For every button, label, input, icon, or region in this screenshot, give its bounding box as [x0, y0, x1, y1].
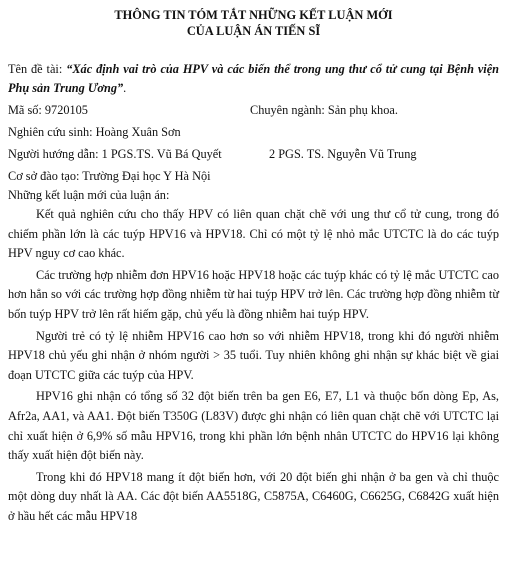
code-major-row: [8, 101, 499, 120]
advisor-2: 2 PGS. TS. Nguyễn Vũ Trung: [269, 147, 417, 161]
researcher: Nghiên cứu sinh: Hoàng Xuân Sơn: [8, 125, 181, 139]
heading-line-1: THÔNG TIN TÓM TẮT NHỮNG KẾT LUẬN MỚI: [114, 8, 393, 22]
advisor-1: Người hướng dẫn: 1 PGS.TS. Vũ Bá Quyết: [8, 147, 222, 161]
major: Chuyên ngành: Sản phụ khoa.: [250, 103, 398, 117]
title-label: Tên đề tài:: [8, 62, 67, 76]
conclusions-label: Những kết luận mới của luận án:: [8, 188, 170, 202]
document-heading: [8, 0, 499, 39]
thesis-title: [8, 60, 499, 98]
paragraph-5: Trong khi đó HPV18 mang ít đột biến hơn, với 20 đột biến ghi nhận ở ba gen và chỉ thuộc một dòng duy nhất là AA. Các đột biến AA5518G, C5875A, C6460G, C6625G, C6842G xuất hiện ở hầu hết các mẫu HPV18: [8, 469, 499, 523]
paragraph-3: Người trẻ có tỷ lệ nhiễm HPV16 cao hơn so với nhiễm HPV18, trong khi đó người nhiễm HPV18 chủ yếu ghi nhận ở nhóm người > 35 tuổi. Tuy nhiên không ghi nhận sự khác biệt về giai đoạn UTCTC giữa các tuýp của HPV.: [8, 328, 499, 382]
paragraph-1: Kết quả nghiên cứu cho thấy HPV có liên quan chặt chẽ với ung thư cổ tử cung, trong đó chiếm phần lớn là các tuýp HPV16 và HPV18. Chỉ có một tỷ lệ nhỏ mắc UTCTC là do các tuýp HPV nguy cơ cao khác.: [8, 207, 499, 261]
code-number: Mã số: 9720105: [8, 103, 88, 117]
paragraph-2: Các trường hợp nhiễm đơn HPV16 hoặc HPV18 hoặc các tuýp khác có tỷ lệ mắc UTCTC cao hơn hẳn so với các trường hợp đồng nhiễm từ hai tuýp HPV trở lên. Các trường hợp đồng nhiễm từ bốn tuýp HPV trở lên rất hiếm gặp, chủ yếu là đồng nhiễm hai tuýp HPV.: [8, 267, 499, 321]
paragraph-4: HPV16 ghi nhận có tổng số 32 đột biến trên ba gen E6, E7, L1 và thuộc bốn dòng Ep, As, Afr2a, AA1, và AA1. Đột biến T350G (L83V) được ghi nhận có liên quan chặt chẽ với UTCTC lại chỉ xuất hiện ở 6,9% số mẫu HPV16, trong khi phần lớn bệnh nhân UTCTC do HPV16 lại không thấy xuất hiện đột biến này.: [8, 389, 499, 463]
institution: Cơ sở đào tạo: Trường Đại học Y Hà Nội: [8, 169, 211, 183]
title-end: .: [123, 81, 127, 95]
heading-line-2: CỦA LUẬN ÁN TIẾN SĨ: [186, 24, 321, 38]
title-text: “Xác định vai trò của HPV và các biến thể trong ung thư cổ tử cung tại Bệnh viện Phụ sản Trung Ương”: [8, 62, 500, 95]
advisors-row: [8, 145, 499, 164]
